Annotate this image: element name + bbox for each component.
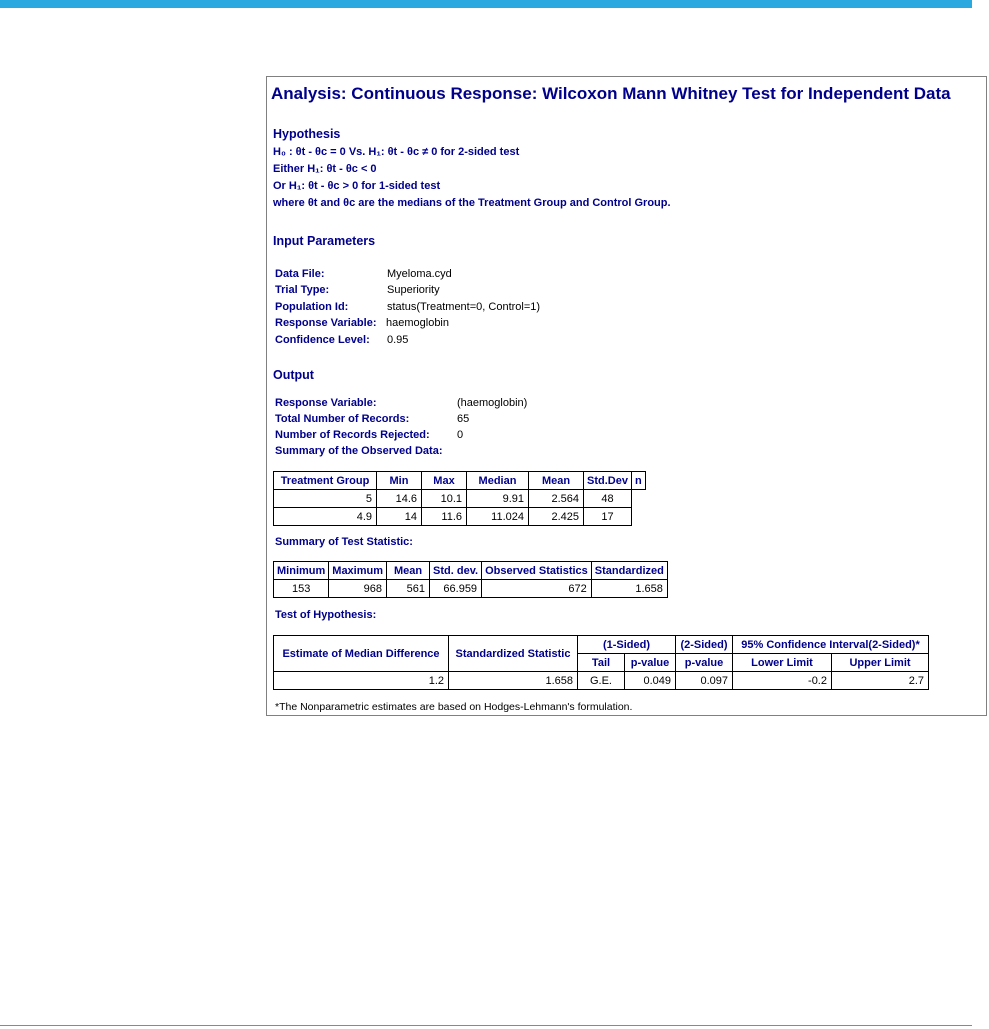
col-header-p-value-2: p-value bbox=[676, 654, 733, 672]
output-label-response-variable: Response Variable: bbox=[275, 397, 377, 409]
table-cell: 2.425 bbox=[529, 508, 584, 526]
table-cell: 11.6 bbox=[422, 508, 467, 526]
col-header-p-value-1: p-value bbox=[625, 654, 676, 672]
table-cell: 9.91 bbox=[467, 490, 529, 508]
table-cell: 153 bbox=[274, 580, 329, 598]
table-cell: 561 bbox=[387, 580, 430, 598]
output-label-records-rejected: Number of Records Rejected: bbox=[275, 429, 430, 441]
col-header-lower-limit: Lower Limit bbox=[733, 654, 832, 672]
table-cell: 17 bbox=[584, 508, 632, 526]
hypothesis-line-2: Either H₁: θt - θc < 0 bbox=[273, 163, 377, 175]
output-label-total-records: Total Number of Records: bbox=[275, 413, 410, 425]
col-header-upper-limit: Upper Limit bbox=[832, 654, 929, 672]
table-row bbox=[274, 672, 929, 690]
table-cell: 2.564 bbox=[529, 490, 584, 508]
output-value-total-records: 65 bbox=[457, 413, 470, 425]
table-header-row bbox=[274, 636, 929, 654]
col-header-observed-statistics: Observed Statistics bbox=[482, 562, 592, 580]
test-of-hypothesis-table bbox=[273, 635, 929, 690]
test-statistic-table bbox=[273, 561, 668, 598]
hypothesis-heading: Hypothesis bbox=[273, 127, 341, 141]
top-accent-bar bbox=[0, 0, 972, 8]
param-value-data-file: Myeloma.cyd bbox=[387, 268, 452, 280]
table-cell: 672 bbox=[482, 580, 592, 598]
table-cell: 66.959 bbox=[430, 580, 482, 598]
table-cell: 5 bbox=[274, 490, 377, 508]
table-row bbox=[274, 580, 668, 598]
col-header-mean: Mean bbox=[529, 472, 584, 490]
col-header-min: Min bbox=[377, 472, 422, 490]
table-cell: 1.658 bbox=[449, 672, 578, 690]
table-header-row bbox=[274, 472, 646, 490]
col-header-maximum: Maximum bbox=[329, 562, 387, 580]
col-header-tail: Tail bbox=[578, 654, 625, 672]
param-label-confidence-level: Confidence Level: bbox=[275, 334, 370, 346]
table-cell: 48 bbox=[584, 490, 632, 508]
col-header-estimate-median-difference: Estimate of Median Difference bbox=[274, 636, 449, 672]
param-label-population-id: Population Id: bbox=[275, 301, 349, 313]
hypothesis-line-4: where θt and θc are the medians of the Treatment Group and Control Group. bbox=[273, 197, 671, 209]
test-of-hypothesis-label: Test of Hypothesis: bbox=[275, 609, 377, 621]
param-label-data-file: Data File: bbox=[275, 268, 325, 280]
hypothesis-line-1: H₀ : θt - θc = 0 Vs. H₁: θt - θc ≠ 0 for 2-sided test bbox=[273, 146, 520, 158]
output-value-response-variable: (haemoglobin) bbox=[457, 397, 528, 409]
table-cell: 1.2 bbox=[274, 672, 449, 690]
report-title: Analysis: Continuous Response: Wilcoxon Mann Whitney Test for Independent Data bbox=[271, 84, 951, 103]
col-header-treatment-group: Treatment Group bbox=[274, 472, 377, 490]
bottom-rule bbox=[0, 1025, 972, 1026]
summary-test-statistic-label: Summary of Test Statistic: bbox=[275, 536, 413, 548]
param-value-confidence-level: 0.95 bbox=[387, 334, 409, 346]
table-cell: 1.658 bbox=[591, 580, 667, 598]
table-row bbox=[274, 508, 646, 526]
table-cell: 4.9 bbox=[274, 508, 377, 526]
table-cell: 2.7 bbox=[832, 672, 929, 690]
output-heading: Output bbox=[273, 368, 314, 382]
col-header-n: n bbox=[631, 472, 645, 490]
col-header-standardized-statistic: Standardized Statistic bbox=[449, 636, 578, 672]
col-header-max: Max bbox=[422, 472, 467, 490]
observed-data-table bbox=[273, 471, 646, 526]
col-header-confidence-interval: 95% Confidence Interval(2-Sided)* bbox=[733, 636, 929, 654]
table-cell: 14 bbox=[377, 508, 422, 526]
col-header-2-sided: (2-Sided) bbox=[676, 636, 733, 654]
table-row bbox=[274, 490, 646, 508]
param-value-response-variable: haemoglobin bbox=[386, 317, 449, 329]
table-cell: 0.097 bbox=[676, 672, 733, 690]
table-cell: G.E. bbox=[578, 672, 625, 690]
report-panel bbox=[266, 76, 987, 716]
col-header-median: Median bbox=[467, 472, 529, 490]
param-label-response-variable: Response Variable: bbox=[275, 317, 377, 329]
param-value-population-id: status(Treatment=0, Control=1) bbox=[387, 301, 541, 313]
footnote: *The Nonparametric estimates are based on Hodges-Lehmann's formulation. bbox=[275, 701, 633, 713]
summary-observed-label: Summary of the Observed Data: bbox=[275, 445, 443, 457]
param-label-trial-type: Trial Type: bbox=[275, 284, 330, 296]
col-header-mean: Mean bbox=[387, 562, 430, 580]
param-value-trial-type: Superiority bbox=[387, 284, 440, 296]
col-header-standardized: Standardized bbox=[591, 562, 667, 580]
table-cell: 968 bbox=[329, 580, 387, 598]
table-cell: 11.024 bbox=[467, 508, 529, 526]
output-value-records-rejected: 0 bbox=[457, 429, 464, 441]
col-header-minimum: Minimum bbox=[274, 562, 329, 580]
table-header-row bbox=[274, 562, 668, 580]
col-header-1-sided: (1-Sided) bbox=[578, 636, 676, 654]
col-header-std-dev: Std.Dev bbox=[584, 472, 632, 490]
table-cell: 0.049 bbox=[625, 672, 676, 690]
hypothesis-line-3: Or H₁: θt - θc > 0 for 1-sided test bbox=[273, 180, 441, 192]
col-header-std-dev: Std. dev. bbox=[430, 562, 482, 580]
table-cell: -0.2 bbox=[733, 672, 832, 690]
table-cell: 10.1 bbox=[422, 490, 467, 508]
table-cell: 14.6 bbox=[377, 490, 422, 508]
input-parameters-heading: Input Parameters bbox=[273, 234, 376, 248]
